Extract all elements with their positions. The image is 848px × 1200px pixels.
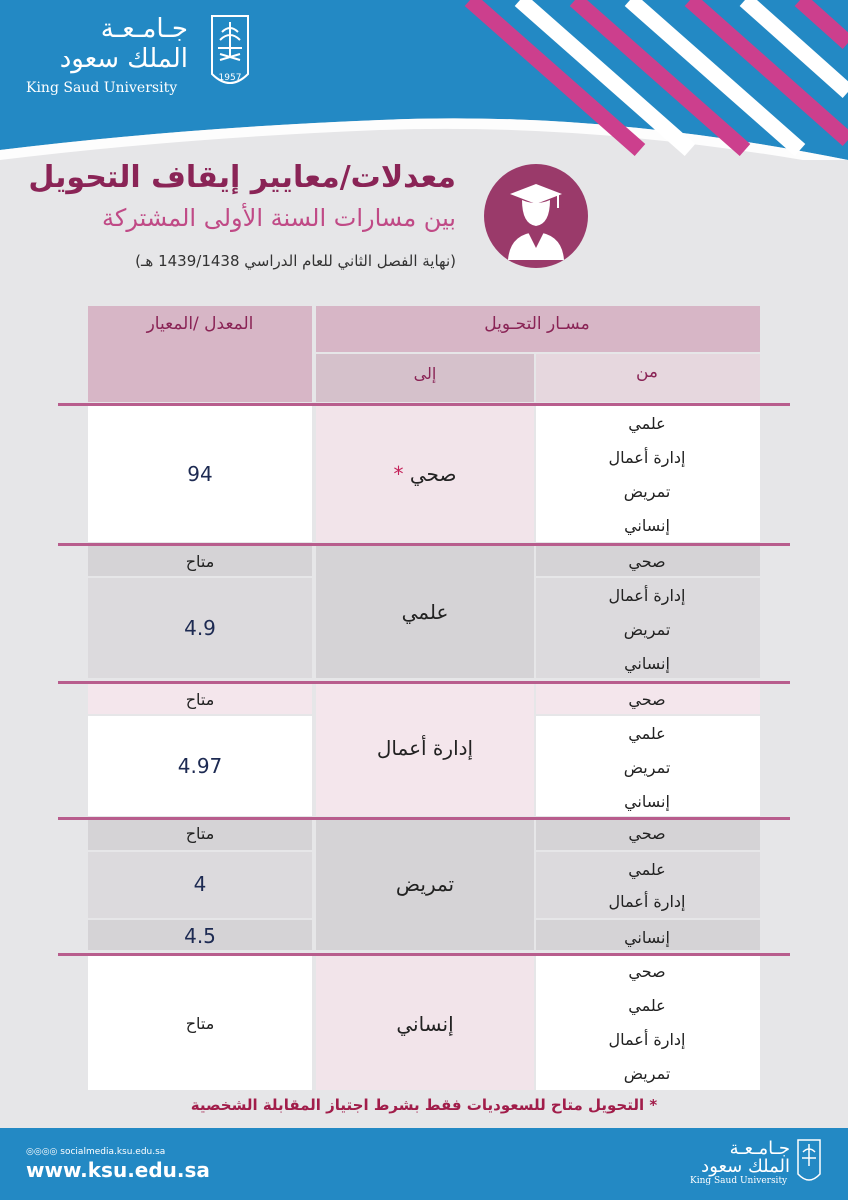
from-item: تمريض (623, 620, 671, 639)
col-header-to: إلى (413, 364, 437, 383)
rate-available: متاح (185, 552, 215, 571)
social-url: socialmedia.ksu.edu.sa (60, 1147, 166, 1157)
from-item: تمريض (623, 1064, 671, 1083)
page-note: (نهاية الفصل الثاني للعام الدراسي 1439/1438 هـ) (135, 252, 456, 270)
logo-ar-line1: جـامـعـة (100, 14, 188, 44)
university-crest-icon (208, 12, 252, 96)
from-item: إدارة أعمال (608, 892, 686, 911)
from-item: علمي (628, 860, 666, 879)
from-item: علمي (628, 724, 666, 743)
from-item: صحي (628, 690, 666, 709)
logo-ar-line2: الملك سعود (59, 44, 188, 74)
footer-logo-ar-line2: الملك سعود (701, 1156, 790, 1177)
crest-year: 1957 (218, 73, 242, 83)
logo-arabic (0, 14, 188, 74)
to-path-label: صحي (409, 462, 457, 486)
rate-value: 4.9 (184, 616, 216, 640)
to-path: إنساني (396, 1012, 454, 1036)
row-separator (58, 403, 790, 406)
footer-logo-arabic (680, 1140, 790, 1176)
from-item: تمريض (623, 482, 671, 501)
rate-available: متاح (185, 1014, 215, 1033)
from-item: تمريض (623, 758, 671, 777)
from-item: إدارة أعمال (608, 586, 686, 605)
from-item: صحي (628, 962, 666, 981)
col-header-path: مسـار التحـويل (484, 314, 590, 334)
footnote: * التحويل متاح للسعوديات فقط بشرط اجتياز المقابلة الشخصية (190, 1096, 658, 1114)
row-separator (58, 953, 790, 956)
page-subtitle: بين مسارات السنة الأولى المشتركة (102, 204, 456, 232)
rate-value: 94 (187, 462, 213, 486)
rate-value-last: 4.5 (184, 924, 216, 948)
footer-crest-icon (796, 1138, 822, 1188)
social-icons: ◎◎◎◎ (26, 1147, 61, 1157)
row-separator (58, 817, 790, 820)
row-separator (58, 543, 790, 546)
col-header-from: من (635, 362, 659, 382)
star-marker: * (393, 462, 404, 486)
website-link[interactable]: www.ksu.edu.sa (26, 1158, 210, 1182)
graduate-icon (484, 164, 588, 268)
social-link[interactable] (26, 1147, 165, 1157)
from-item: إنساني (624, 516, 670, 535)
from-item: إنساني (624, 654, 670, 673)
footer-logo-english: King Saud University (690, 1176, 788, 1186)
page-title: معدلات/معايير إيقاف التحويل (28, 160, 456, 195)
rate-value: 4 (193, 872, 207, 896)
from-item: إنساني (624, 792, 670, 811)
rate-available: متاح (185, 824, 215, 843)
from-item: صحي (628, 552, 666, 571)
from-item: علمي (628, 414, 666, 433)
logo-english: King Saud University (26, 80, 178, 96)
to-path: تمريض (395, 872, 455, 896)
from-item: علمي (628, 996, 666, 1015)
from-item: إدارة أعمال (608, 448, 686, 467)
footer-logo-ar-line1: جـامـعـة (729, 1138, 790, 1159)
from-item: صحي (628, 824, 666, 843)
from-item: إدارة أعمال (608, 1030, 686, 1049)
to-path (316, 462, 534, 486)
to-path: إدارة أعمال (376, 736, 474, 760)
from-item: إنساني (624, 928, 670, 947)
col-header-rate: المعدل /المعيار (146, 314, 254, 334)
to-path: علمي (401, 600, 449, 624)
rate-value: 4.97 (177, 754, 223, 778)
rate-available: متاح (185, 690, 215, 709)
row-separator (58, 681, 790, 684)
